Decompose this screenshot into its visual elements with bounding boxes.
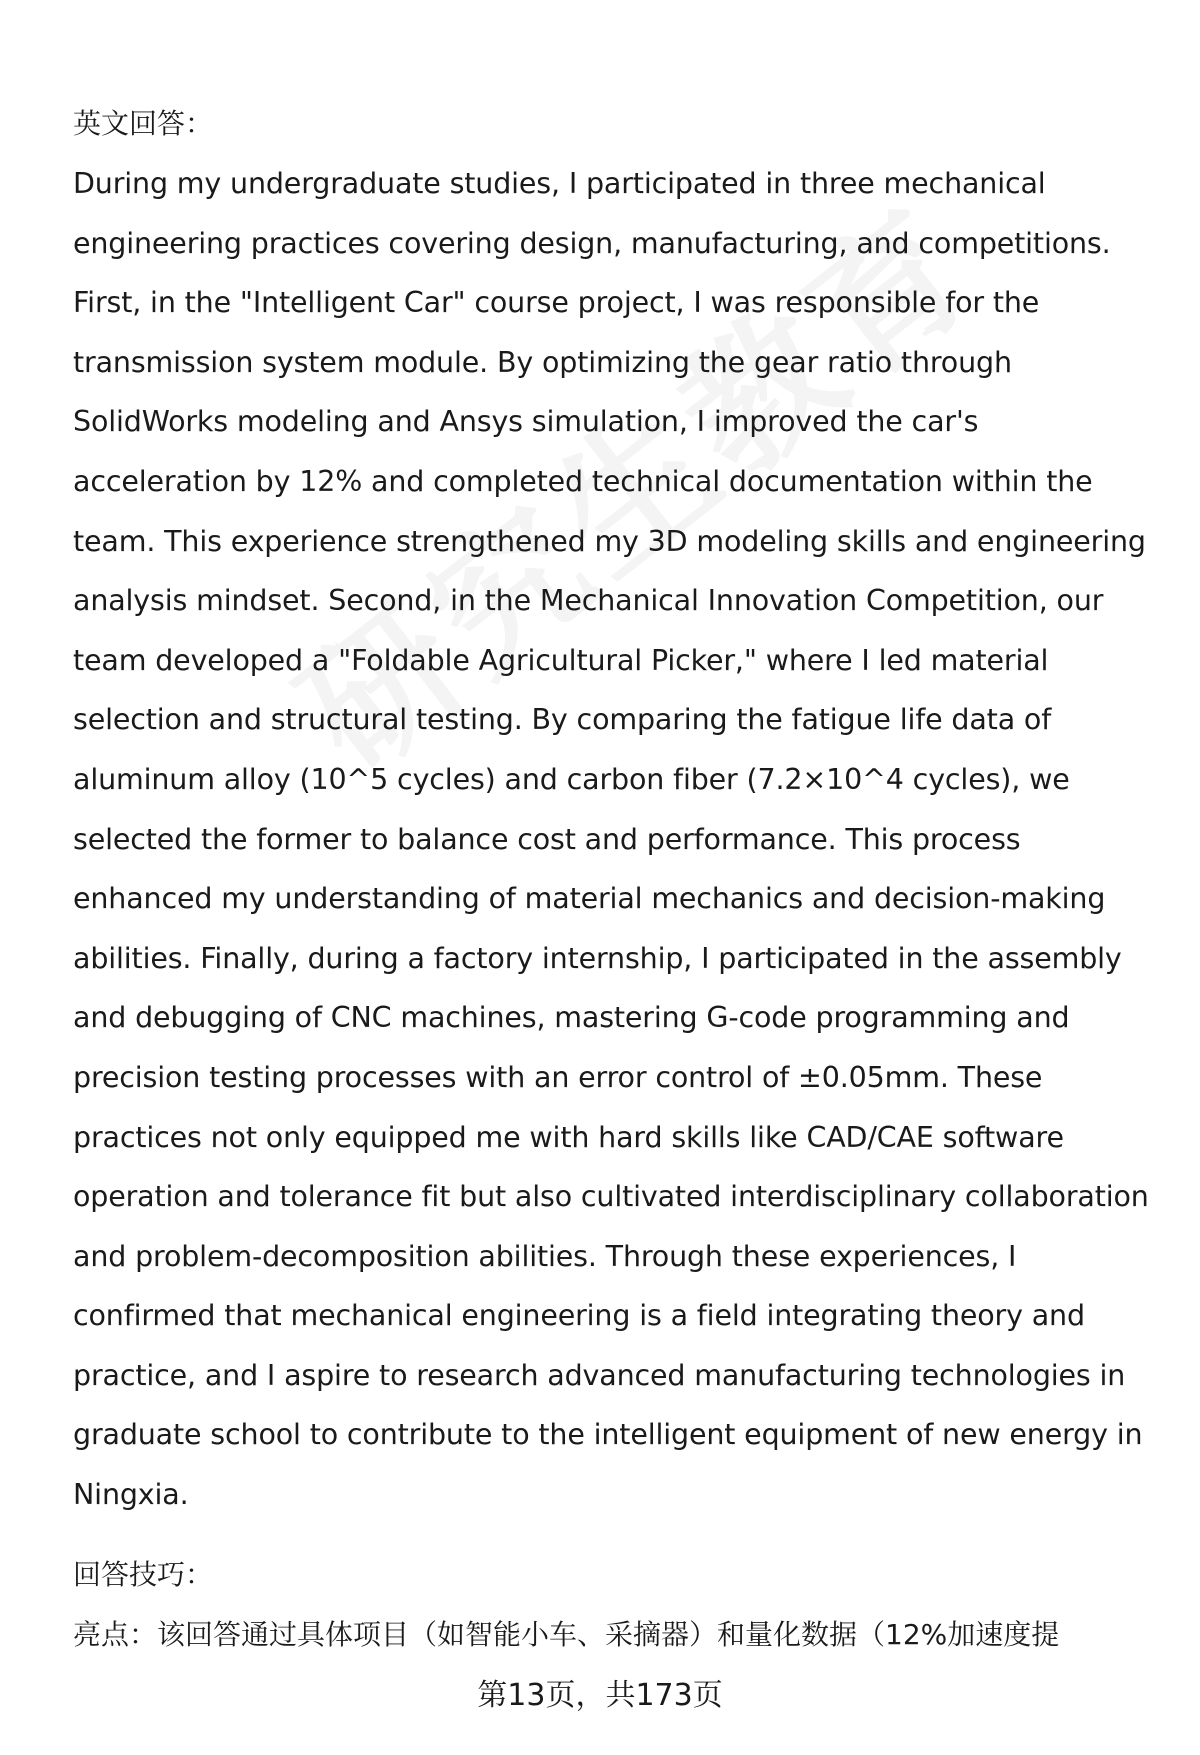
answer-line: First, in the "Intelligent Car" course project, I was responsible for the <box>73 286 1040 320</box>
answer-line: and debugging of CNC machines, mastering G-code programming and <box>73 1001 1070 1035</box>
answer-tips-heading: 回答技巧： <box>73 1557 214 1591</box>
answer-line: team. This experience strengthened my 3D modeling skills and engineering <box>73 524 1146 558</box>
answer-line: operation and tolerance fit but also cultivated interdisciplinary collaboration <box>73 1180 1149 1214</box>
answer-line: selection and structural testing. By comparing the fatigue life data of <box>73 703 1052 737</box>
answer-line: analysis mindset. Second, in the Mechanical Innovation Competition, our <box>73 584 1104 618</box>
answer-line: abilities. Finally, during a factory internship, I participated in the assembly <box>73 941 1122 975</box>
answer-line: aluminum alloy (10^5 cycles) and carbon fiber (7.2×10^4 cycles), we <box>73 762 1070 796</box>
answer-line: team developed a "Foldable Agricultural Picker," where I led material <box>73 643 1049 677</box>
answer-line: selected the former to balance cost and performance. This process <box>73 822 1021 856</box>
highlight-text: 亮点：该回答通过具体项目（如智能小车、采摘器）和量化数据（12%加速度提 <box>73 1617 1060 1651</box>
answer-line: engineering practices covering design, manufacturing, and competitions. <box>73 226 1111 260</box>
answer-line: transmission system module. By optimizing the gear ratio through <box>73 345 1012 379</box>
answer-line: acceleration by 12% and completed technical documentation within the <box>73 464 1093 498</box>
answer-line: and problem-decomposition abilities. Through these experiences, I <box>73 1239 1017 1273</box>
answer-line: During my undergraduate studies, I participated in three mechanical <box>73 167 1046 200</box>
answer-line: practices not only equipped me with hard skills like CAD/CAE software <box>73 1120 1064 1154</box>
page-indicator: 第13页，共173页 <box>477 1678 723 1713</box>
answer-line: enhanced my understanding of material mechanics and decision-making <box>73 882 1106 916</box>
answer-line: practice, and I aspire to research advanced manufacturing technologies in <box>73 1358 1126 1392</box>
answer-line: SolidWorks modeling and Ansys simulation, I improved the car's <box>73 405 979 439</box>
english-answer-body <box>73 154 1163 1525</box>
answer-line: precision testing processes with an error control of ±0.05mm. These <box>73 1060 1043 1094</box>
answer-line: graduate school to contribute to the intelligent equipment of new energy in <box>73 1418 1143 1452</box>
answer-line: confirmed that mechanical engineering is a field integrating theory and <box>73 1299 1085 1333</box>
document-content <box>73 94 1163 1665</box>
answer-line: Ningxia. <box>73 1478 189 1512</box>
english-answer-heading: 英文回答： <box>73 107 214 140</box>
